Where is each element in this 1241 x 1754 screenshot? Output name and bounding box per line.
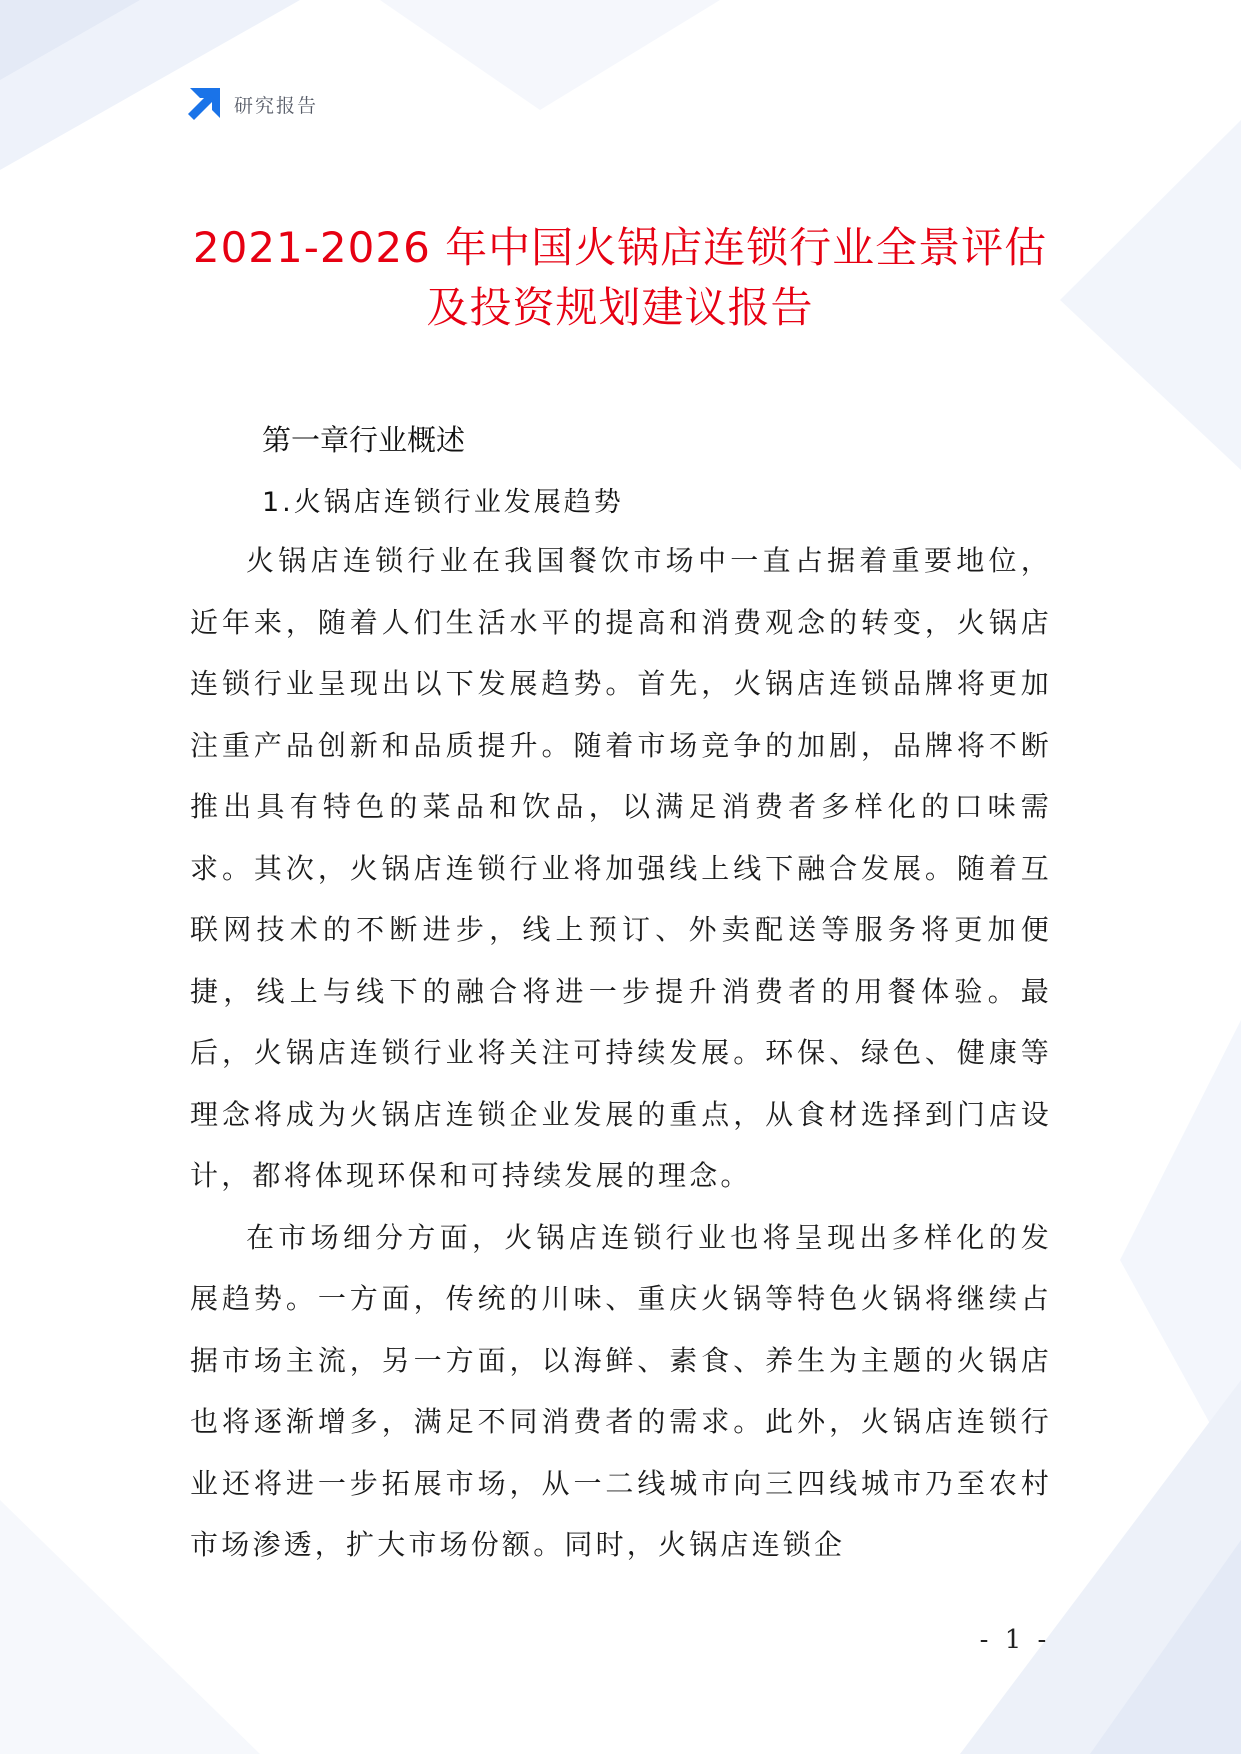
report-title: [150, 218, 1090, 338]
arrow-up-right-icon: [186, 86, 222, 122]
chapter-heading: 第一章行业概述: [262, 423, 466, 457]
title-line-2: 及投资规划建议报告: [426, 283, 814, 332]
paragraph: 火锅店连锁行业在我国餐饮市场中一直占据着重要地位，近年来，随着人们生活水平的提高和消费观念的转变，火锅店连锁行业呈现出以下发展趋势。首先，火锅店连锁品牌将更加注重产品创新和品质提升。随着市场竞争的加剧，品牌将不断推出具有特色的菜品和饮品，以满足消费者多样化的口味需求。其次，火锅店连锁行业将加强线上线下融合发展。随着互联网技术的不断进步，线上预订、外卖配送等服务将更加便捷，线上与线下的融合将进一步提升消费者的用餐体验。最后，火锅店连锁行业将关注可持续发展。环保、绿色、健康等理念将成为火锅店连锁企业发展的重点，从食材选择到门店设计，都将体现环保和可持续发展的理念。: [190, 544, 1052, 1192]
report-header: [186, 84, 318, 124]
title-line-1: 2021-2026 年中国火锅店连锁行业全景评估: [192, 223, 1048, 272]
body-text: [190, 530, 1052, 1576]
section-heading: 1.火锅店连锁行业发展趋势: [262, 487, 624, 518]
header-label: 研究报告: [234, 94, 319, 117]
paragraph: 在市场细分方面，火锅店连锁行业也将呈现出多样化的发展趋势。一方面，传统的川味、重庆火锅等特色火锅将继续占据市场主流，另一方面，以海鲜、素食、养生为主题的火锅店也将逐渐增多，满足不同消费者的需求。此外，火锅店连锁行业还将进一步拓展市场，从一二线城市向三四线城市乃至农村市场渗透，扩大市场份额。同时，火锅店连锁企: [190, 1220, 1052, 1561]
page-number: - 1 -: [979, 1625, 1051, 1655]
